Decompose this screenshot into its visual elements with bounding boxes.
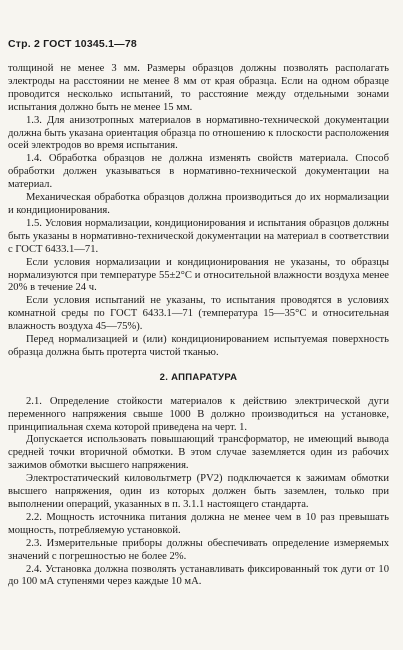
paragraph-1-4-machining: Механическая обработка образцов должна производиться до их нормализации и кондиционирования. xyxy=(8,192,389,216)
paragraph-1-5-test-conditions: Если условия испытаний не указаны, то испытания проводятся в условиях комнатной среды по ГОСТ 6433.1—71 (температура 15—35°С и относительная влажность воздуха 45—75%). xyxy=(8,295,389,333)
paragraph-2-1-kilovoltmeter: Электростатический киловольтметр (PV2) подключается к зажимам обмотки высшего напряжения, один из которых должен быть заземлен, только при выполнении операций, указанных в п. 3.1.1 настоящего стандарта. xyxy=(8,473,389,510)
paragraph-1-3: 1.3. Для анизотропных материалов в нормативно-технической документации должна быть указана ориентация образца по отношению к плоскости расположения осей электродов во время испытания. xyxy=(8,114,389,152)
paragraph-2-4: 2.4. Установка должна позволять устанавливать фиксированный ток дуги от 10 до 100 мА ступенями через каждые 10 мА. xyxy=(8,563,389,588)
paragraph-2-3: 2.3. Измерительные приборы должны обеспечивать определение измеряемых значений с погрешностью не более 2%. xyxy=(8,537,389,562)
section-title: 2. АППАРАТУРА xyxy=(159,371,238,383)
paragraph-2-2: 2.2. Мощность источника питания должна не менее чем в 10 раз превышать мощность, потребляемую установкой. xyxy=(8,511,389,536)
paragraph-1-2-continuation: толщиной не менее 3 мм. Размеры образцов должны позволять располагать электроды на расстоянии не менее 8 мм от края образца. Если на одном образце проводится несколько испытаний, то расстояние между отдельными зонами испытания должно быть не менее 15 мм. xyxy=(8,63,389,113)
paragraph-1-5: 1.5. Условия нормализации, кондиционирования и испытания образцов должны быть указаны в нормативно-технической документации на материал в соответствии с ГОСТ 6433.1—71. xyxy=(8,217,389,255)
paragraph-2-1-transformer: Допускается использовать повышающий трансформатор, не имеющий вывода средней точки вторичной обмотки. В этом случае заземляется один из рабочих зажимов обмотки высшего напряжения. xyxy=(8,434,389,472)
paragraph-1-5-cleaning: Перед нормализацией и (или) кондиционированием испытуемая поверхность образца должна быть протерта чистой тканью. xyxy=(8,334,389,358)
page-header: Стр. 2 ГОСТ 10345.1—78 xyxy=(8,38,137,50)
paragraph-1-4: 1.4. Обработка образцов не должна изменять свойств материала. Способ обработки должен указываться в нормативно-технической документации на материал. xyxy=(8,153,389,191)
paragraph-2-1: 2.1. Определение стойкости материалов к действию электрической дуги переменного напряжения свыше 1000 В должно производиться на установке, принципиальная схема которой приведена на черт. 1. xyxy=(8,395,389,433)
document-body xyxy=(8,63,389,589)
paragraph-1-5-normalization: Если условия нормализации и кондиционирования не указаны, то образцы нормализуются при температуре 55±2°С и относительной влажности воздуха менее 20% в течение 24 ч. xyxy=(8,256,389,294)
